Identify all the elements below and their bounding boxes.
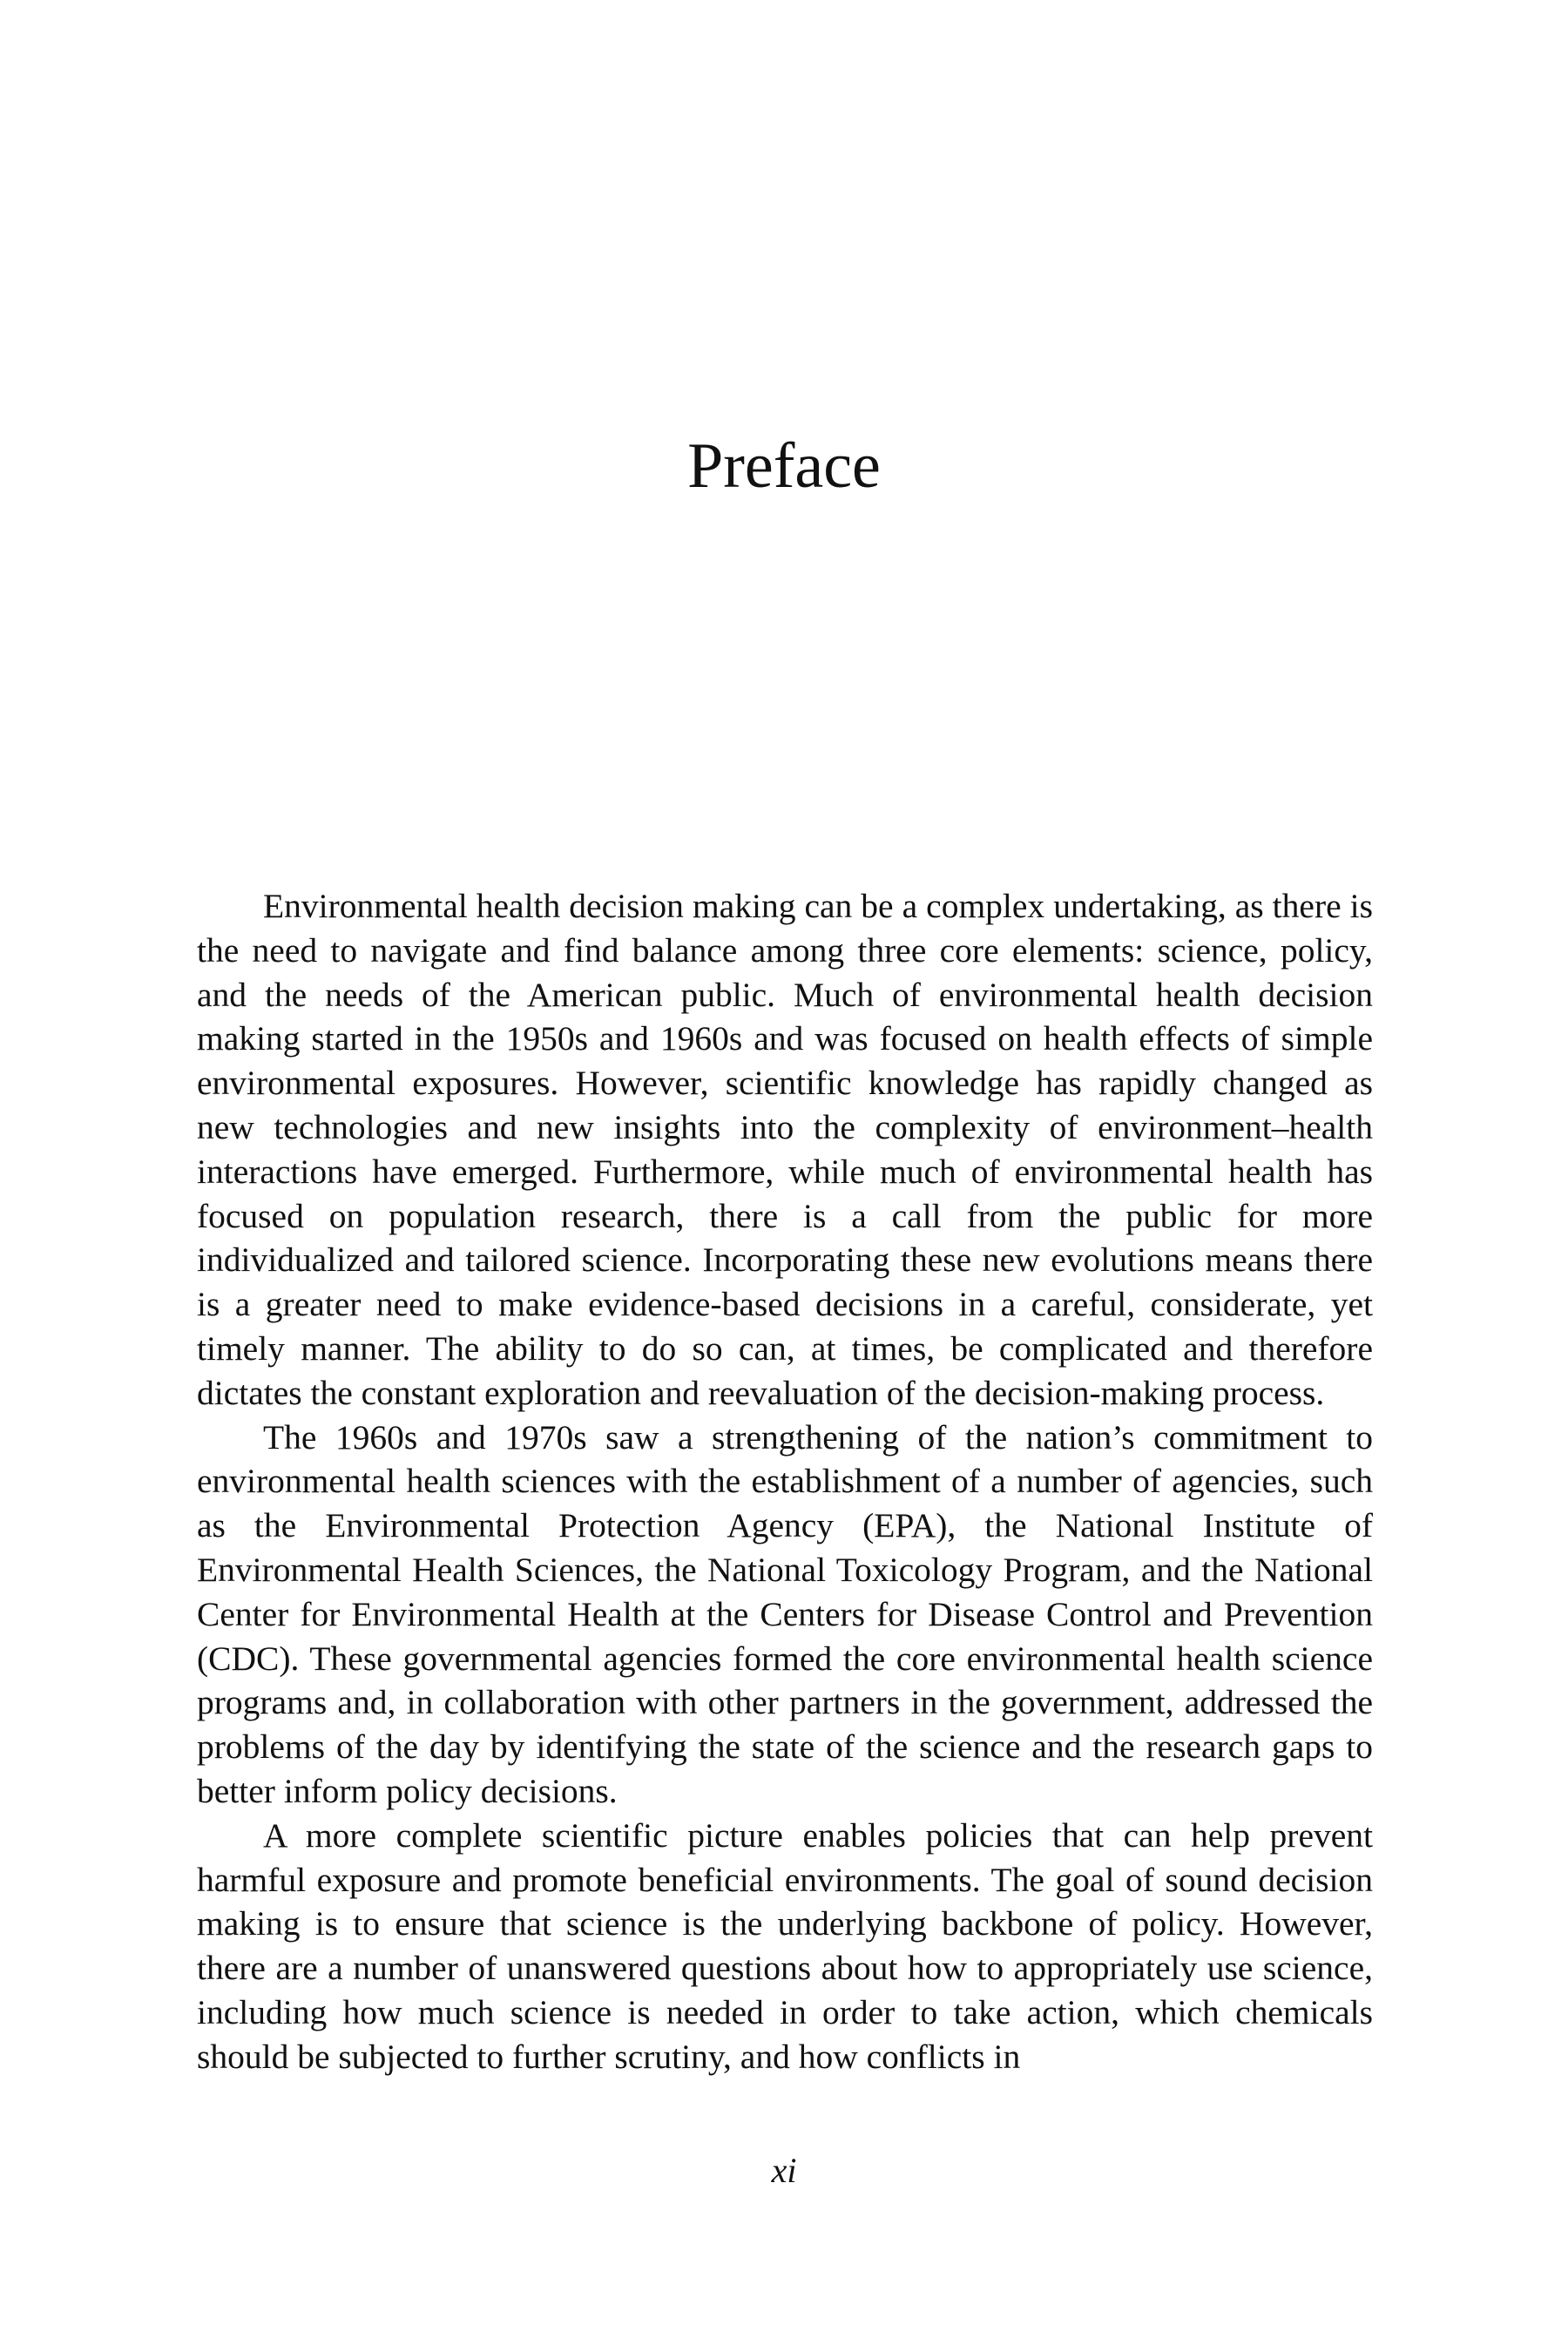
paragraph: A more complete scientific picture enables policies that can help prevent harmful exposure and promote beneficial environments. The goal of sound decision making is to ensure that science is the underlying backbone of policy. However, there are a number of unanswered questions about how to appropriately use science, including how much science is needed in order to take action, which chemicals should be subjected to further scrutiny, and how conflicts in xyxy=(197,1815,1373,2076)
page-title: Preface xyxy=(687,430,881,502)
body-text xyxy=(197,884,1373,2079)
page-number: xi xyxy=(771,2151,797,2190)
paragraph: Environmental health decision making can be a complex undertaking, as there is the need to navigate and find balance among three core elements: science, policy, and the needs of the American public. Much of environmental health decision making started in the 1950s and 1960s and was focused on health effects of simple environmental exposures. However, scientific knowledge has rapidly changed as new technologies and new insights into the complexity of environment–health interactions have emerged. Furthermore, while much of environmental health has focused on population research, there is a call from the public for more individualized and tailored science. Incorporating these new evolutions means there is a greater need to make evidence-based decisions in a careful, considerate, yet timely manner. The ability to do so can, at times, be complicated and therefore dictates the constant exploration and reevaluation of the decision-making process. xyxy=(197,887,1373,1412)
paragraph: The 1960s and 1970s saw a strengthening of the nation’s commitment to environmental health sciences with the establishment of a number of agencies, such as the Environmental Protection Agency (EPA), the National Institute of Environmental Health Sciences, the National Toxicology Program, and the National Center for Environmental Health at the Centers for Disease Control and Prevention (CDC). These governmental agencies formed the core environmental health science programs and, in collaboration with other partners in the government, addressed the problems of the day by identifying the state of the science and the research gaps to better inform policy decisions. xyxy=(197,1417,1373,1810)
